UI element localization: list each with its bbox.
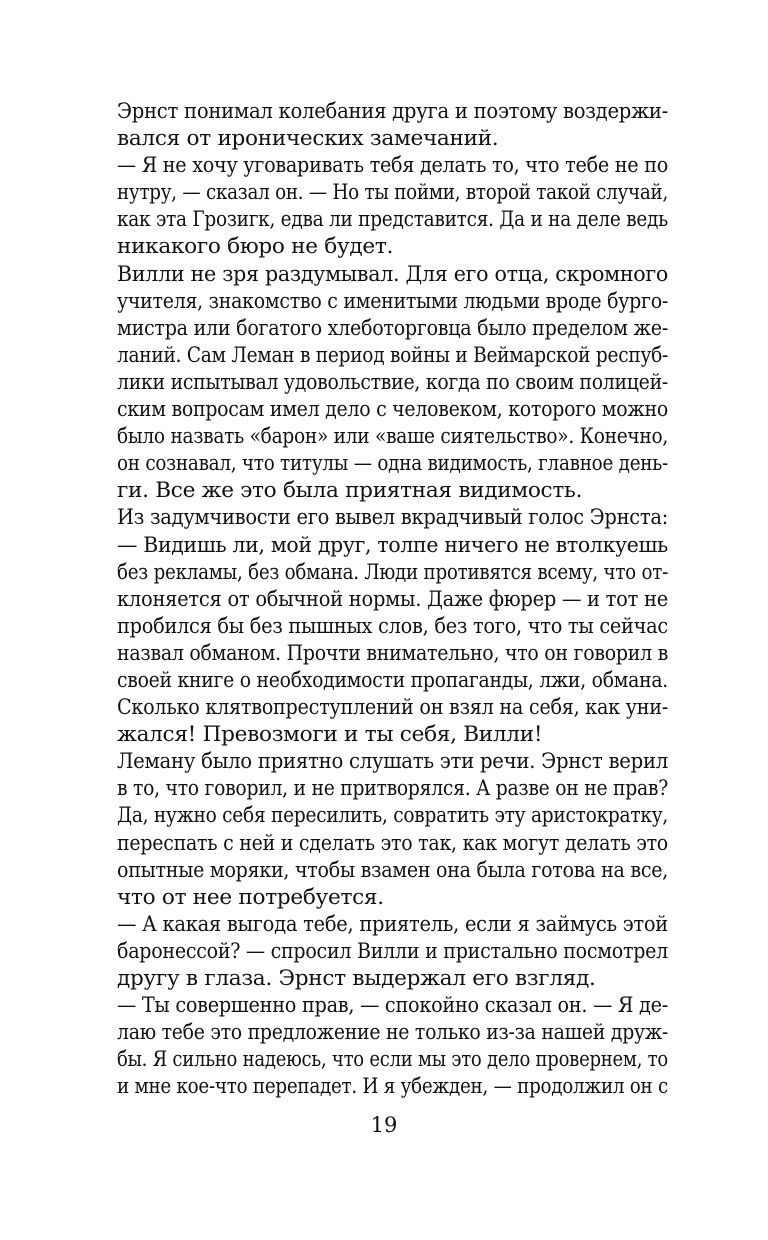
text-line: и мне кое-что перепадет. И я убежден, — продолжил он с <box>117 1074 669 1100</box>
text-line: — Ты совершенно прав, — спокойно сказал он. — Я де- <box>117 993 668 1019</box>
text-line: бы. Я сильно надеюсь, что если мы это дело провернем, то <box>117 1047 668 1073</box>
text-line: нутру, — сказал он. — Но ты пойми, второй такой случай, <box>117 180 669 206</box>
text-line: лаю тебе это предложение не только из-за нашей друж- <box>117 1020 669 1046</box>
text-line: другу в глаза. Эрнст выдержал его взгляд. <box>117 966 596 991</box>
text-line: Леману было приятно слушать эти речи. Эрнст верил <box>117 749 669 775</box>
text-line: мистра или богатого хлеботорговца было пределом же- <box>117 315 669 341</box>
text-line: ланий. Сам Леман в период войны и Веймарской респуб- <box>117 342 669 368</box>
text-line: в то, что говорил, и не притворялся. А разве он не прав? <box>117 776 668 802</box>
text-line: Сколько клятвопреступлений он взял на себя, как уни- <box>117 695 668 721</box>
text-line: ским вопросам имел дело с человеком, которого можно <box>117 397 668 423</box>
text-line: переспать с ней и сделать это так, как могут делать это <box>117 830 668 856</box>
text-line: Вилли не зря раздумывал. Для его отца, скромного <box>117 261 668 287</box>
text-line: было назвать «барон» или «ваше сиятельство». Конечно, <box>117 424 669 450</box>
text-line: — Я не хочу уговаривать тебя делать то, что тебе не по <box>117 153 669 179</box>
text-line: жался! Превозмоги и ты себя, Вилли! <box>117 722 543 748</box>
text-line: пробился бы без пышных слов, без того, что ты сейчас <box>117 613 668 639</box>
text-line: как эта Грозигк, едва ли представится. Да и на деле ведь <box>117 207 668 233</box>
text-line: Эрнст понимал колебания друга и поэтому воздержи- <box>117 99 668 124</box>
text-line: назвал обманом. Прочти внимательно, что он говорил в <box>117 640 668 666</box>
text-line: своей книге о необходимости пропаганды, лжи, обмана. <box>117 667 669 693</box>
text-line: лики испытывал удовольствие, когда по своим полицей- <box>117 369 668 395</box>
text-line: — Видишь ли, мой друг, толпе ничего не втолкуешь <box>117 532 668 558</box>
text-line: Из задумчивости его вывел вкрадчивый голос Эрнста: <box>117 505 669 531</box>
text-line: клоняется от обычной нормы. Даже фюрер — и тот не <box>117 586 668 612</box>
text-line: Да, нужно себя пересилить, совратить эту аристократку, <box>117 803 668 829</box>
text-line: он сознавал, что титулы — одна видимость, главное день- <box>117 451 668 477</box>
text-line: без рекламы, без обмана. Люди противятся всему, что от- <box>117 559 669 585</box>
text-line: что от нее потребуется. <box>117 884 384 910</box>
text-line: никакого бюро не будет. <box>117 234 394 260</box>
text-line: вался от иронических замечаний. <box>117 126 499 152</box>
text-line: — А какая выгода тебе, приятель, если я займусь этой <box>117 911 669 937</box>
page-body-text <box>117 98 668 1100</box>
text-line: ги. Все же это была приятная видимость. <box>117 478 583 504</box>
text-line: учителя, знакомство с именитыми людьми вроде бурго- <box>117 288 668 314</box>
page-number: 19 <box>370 1113 398 1137</box>
text-line: опытные моряки, чтобы взамен она была готова на все, <box>117 857 669 883</box>
text-line: баронессой? — спросил Вилли и пристально посмотрел <box>117 938 669 964</box>
